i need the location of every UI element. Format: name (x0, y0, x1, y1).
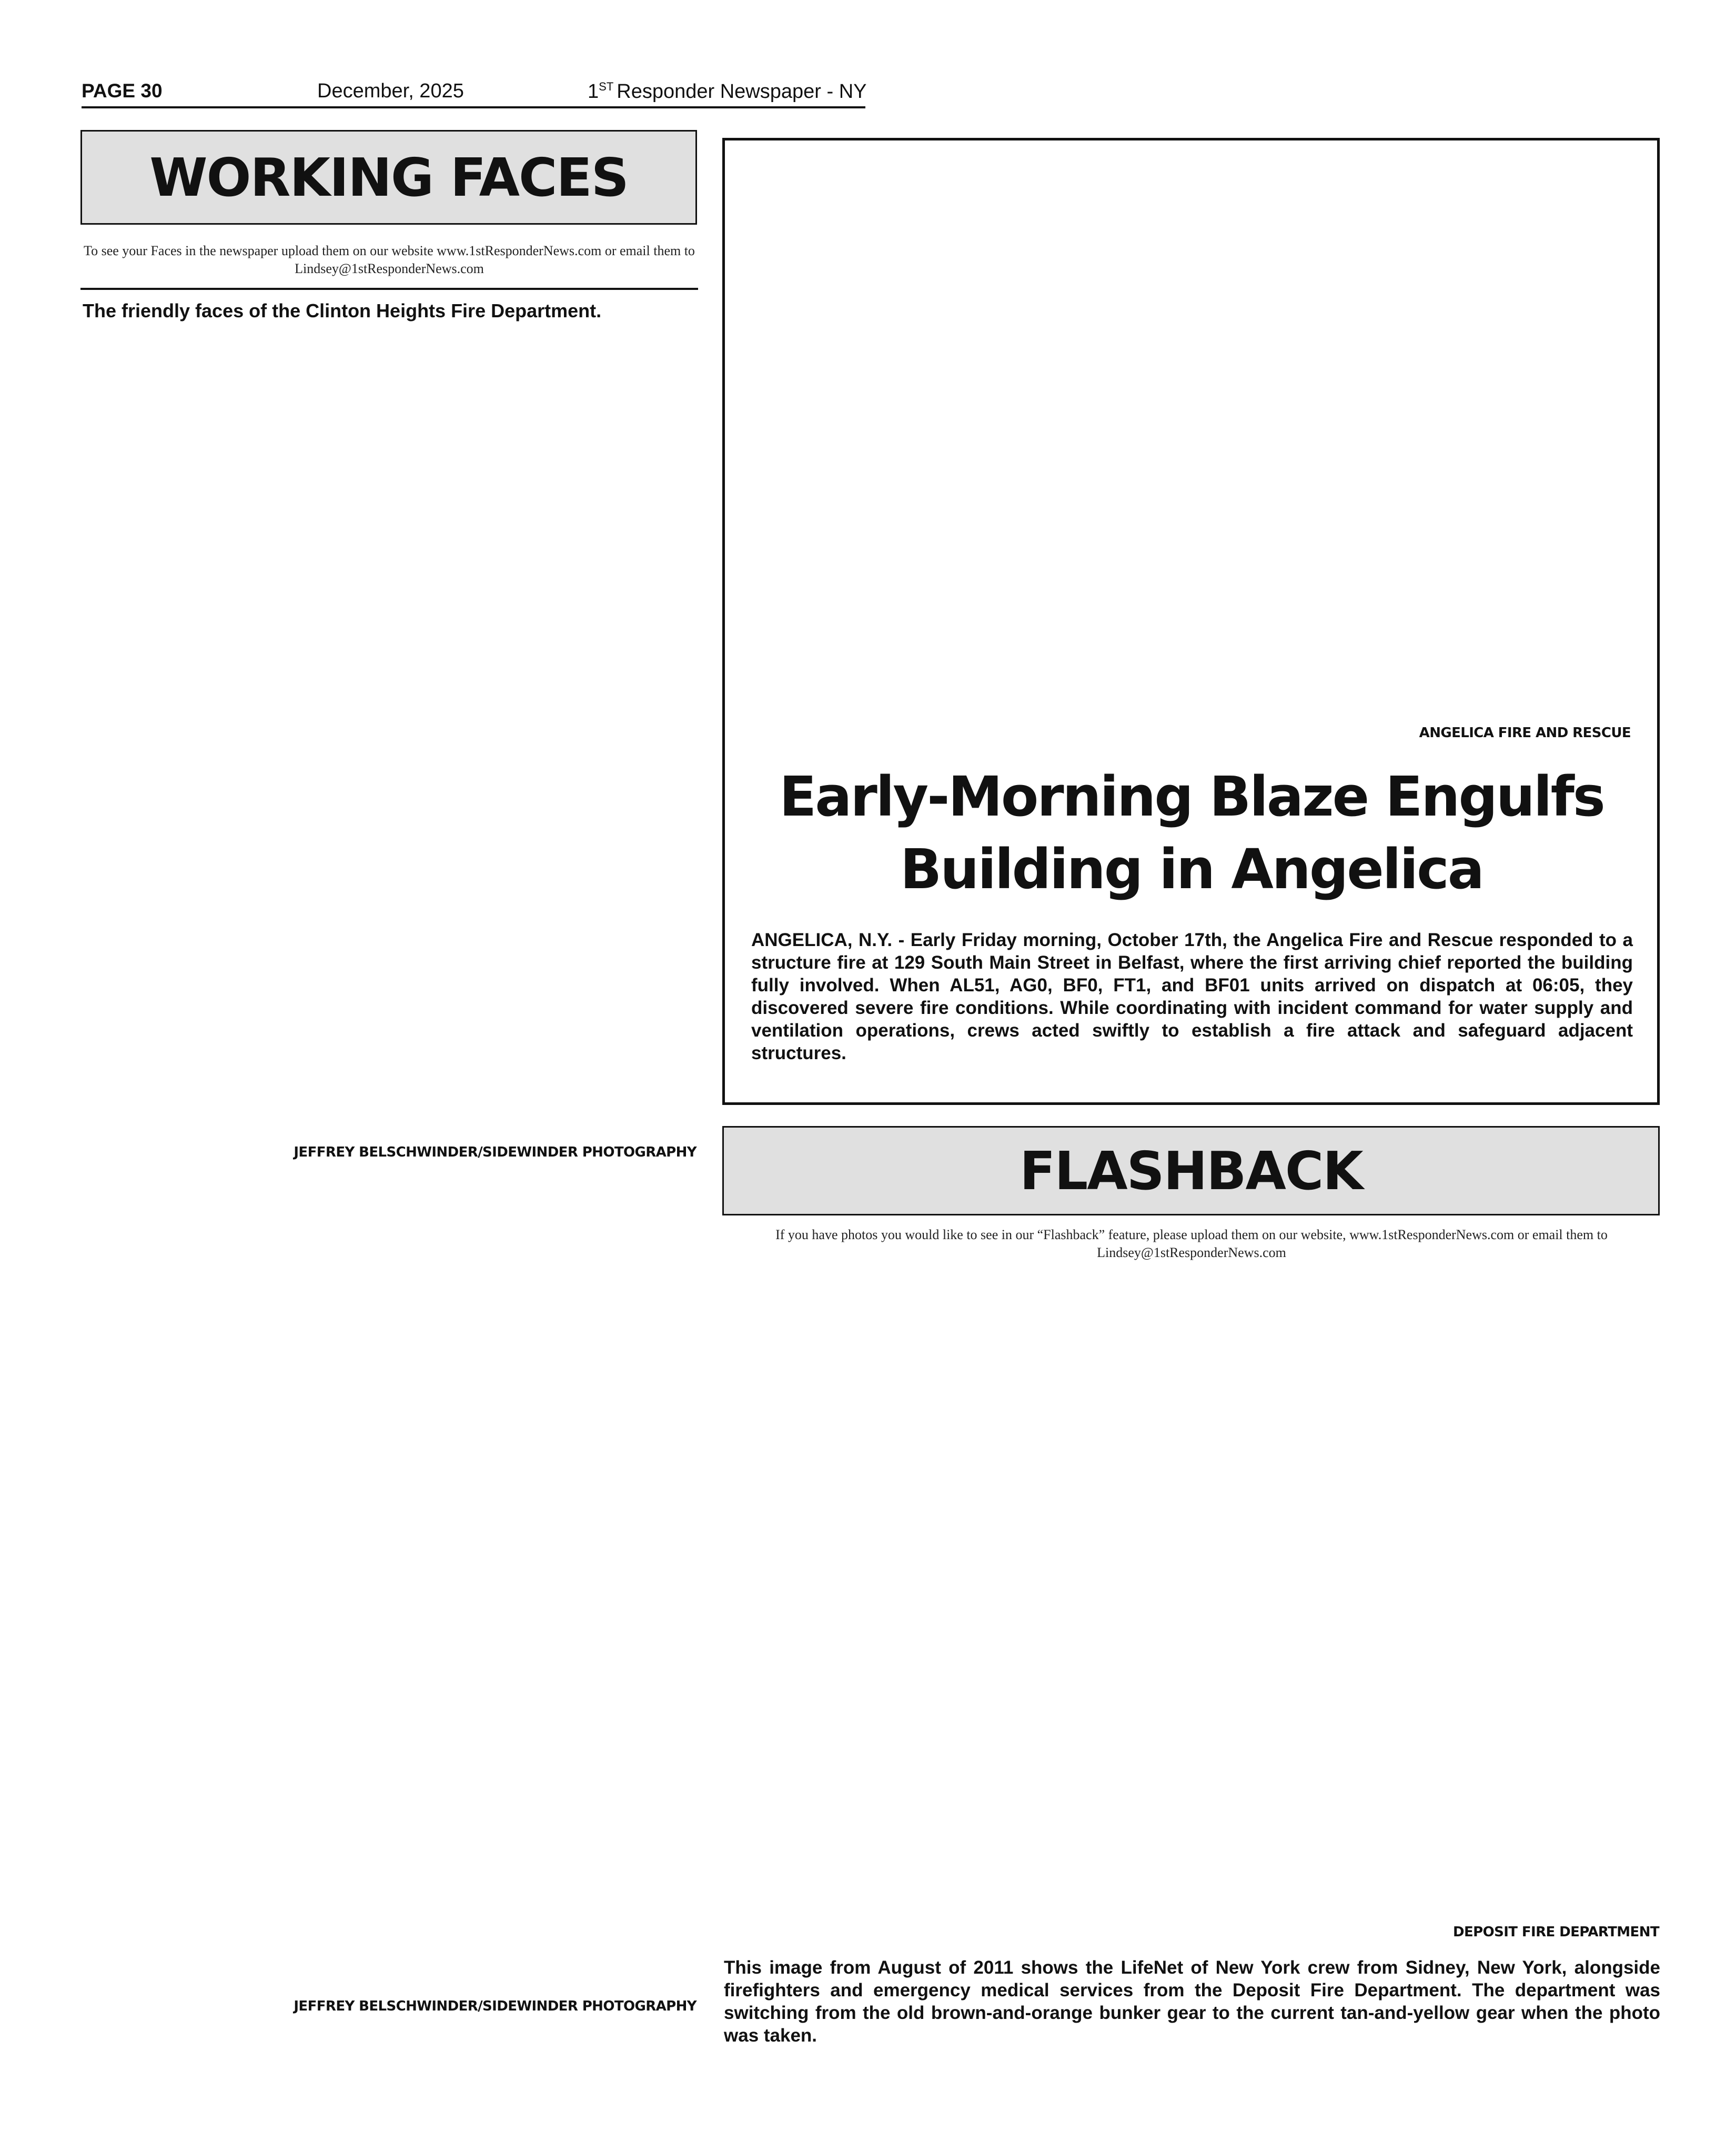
working-faces-banner (80, 130, 697, 225)
publication-title: Responder Newspaper - NY (617, 81, 867, 103)
photo-credit: JEFFREY BELSCHWINDER/SIDEWINDER PHOTOGRAPHY (294, 1998, 697, 2014)
working-faces-rule (80, 288, 698, 290)
publication-superscript: ST (599, 80, 614, 93)
issue-date: December, 2025 (317, 80, 464, 102)
flashback-caption: This image from August of 2011 shows the LifeNet of New York crew from Sidney, New York, alongside firefighters and emergency medical services from the Deposit Fire Department. The department was switching from the old brown-and-orange bunker gear to the current tan-and-yellow gear when the photo was taken. (724, 1957, 1660, 2046)
story-headline (736, 760, 1647, 906)
page-number: PAGE 30 (82, 80, 163, 102)
flashback-photo-credit: DEPOSIT FIRE DEPARTMENT (1452, 1924, 1659, 1940)
story-photo-credit: ANGELICA FIRE AND RESCUE (1419, 725, 1631, 741)
photo-credit: JEFFREY BELSCHWINDER/SIDEWINDER PHOTOGRAPHY (294, 1144, 697, 1160)
story-headline-line: Early-Morning Blaze Engulfs (779, 765, 1604, 829)
flashback-submission-note: If you have photos you would like to see in our “Flashback” feature, please upload them on our website, www.1stResponderNews.com or email them to Lindsey@1stResponderNews.com (775, 1227, 1608, 1260)
story-headline-line: Building in Angelica (900, 837, 1483, 901)
publication-number: 1 (588, 81, 599, 103)
header-rule (82, 106, 865, 108)
flashback-banner (722, 1126, 1660, 1215)
working-faces-title: WORKING FACES (149, 146, 628, 208)
working-faces-submission-note: To see your Faces in the newspaper upload them on our website www.1stResponderNews.com or email them to Lindsey@1stResponderNews.com (84, 243, 695, 276)
working-faces-caption: The friendly faces of the Clinton Heights Fire Department. (83, 300, 602, 321)
publication-name (588, 80, 867, 103)
story-body: ANGELICA, N.Y. - Early Friday morning, October 17th, the Angelica Fire and Rescue responded to a structure fire at 129 South Main Street in Belfast, where the first arriving chief reported the building fully involved. When AL51, AG0, BF0, FT1, and BF01 units arrived on dispatch at 06:05, they discovered severe fire conditions. While coordinating with incident command for water supply and ventilation operations, crews acted swiftly to establish a fire attack and safeguard adjacent structures. (751, 930, 1633, 1063)
flashback-title: FLASHBACK (1020, 1140, 1362, 1202)
